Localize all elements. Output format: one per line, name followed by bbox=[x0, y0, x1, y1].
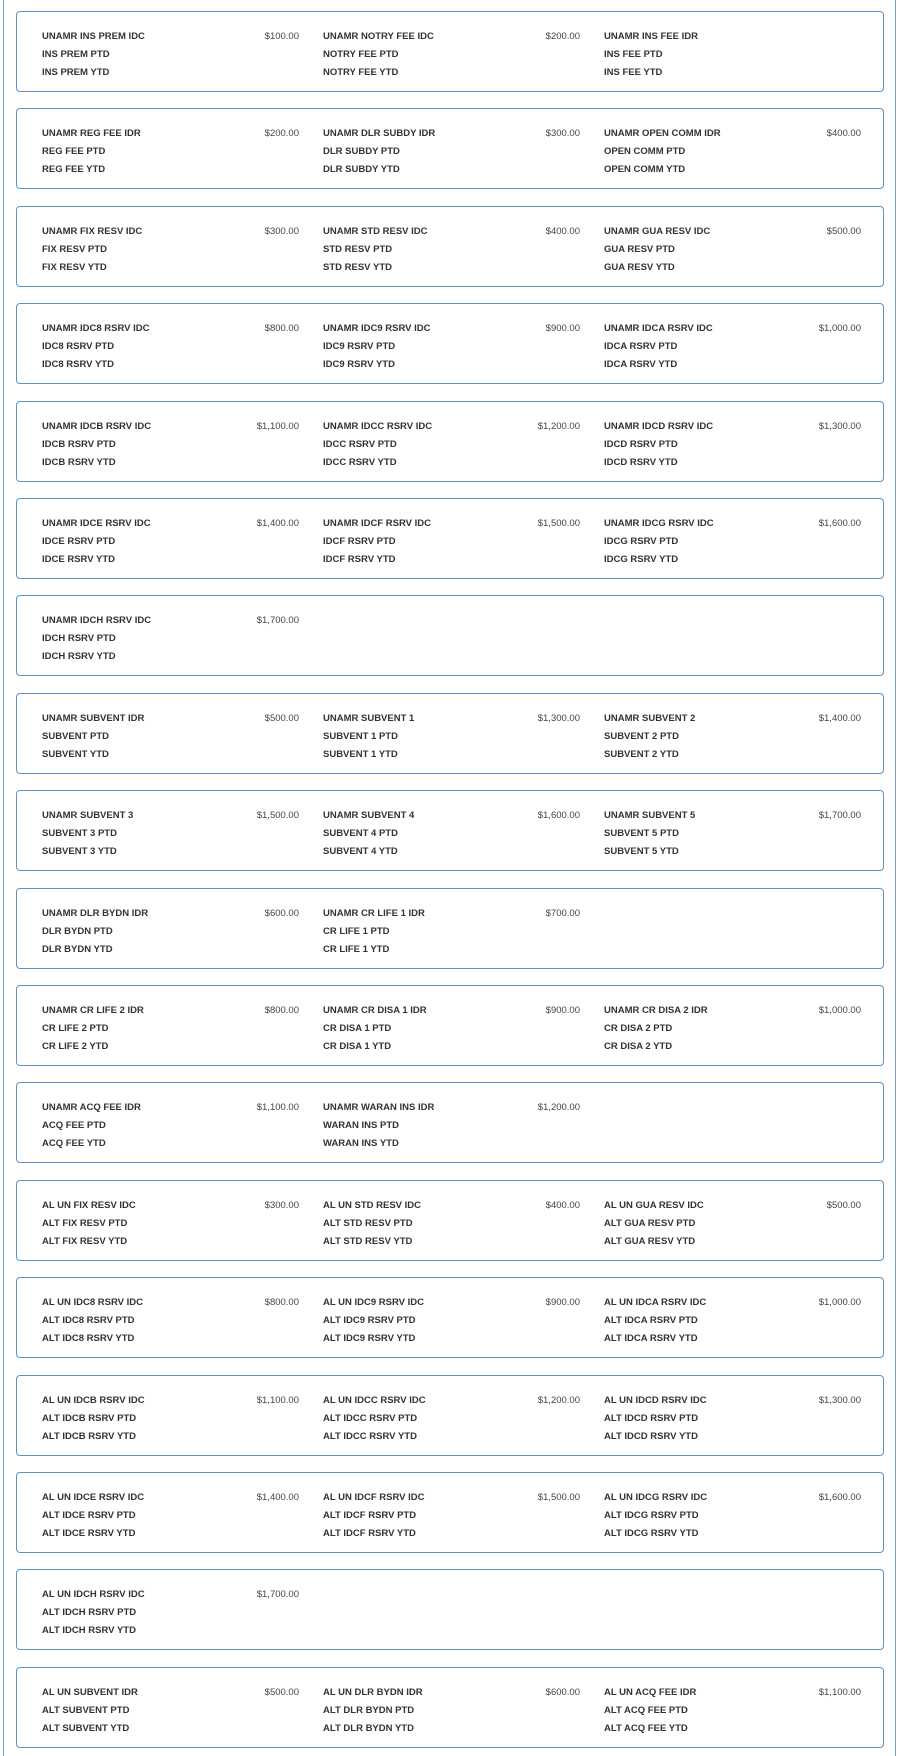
ptd-label: IDC9 RSRV PTD bbox=[323, 341, 396, 352]
field-label: UNAMR FIX RESV IDC bbox=[42, 226, 143, 237]
field-column bbox=[323, 1083, 588, 1162]
field-column bbox=[323, 1181, 588, 1260]
field-group bbox=[16, 985, 884, 1066]
field-amount: $300.00 bbox=[264, 1200, 299, 1211]
field-label: UNAMR IDC8 RSRV IDC bbox=[42, 323, 150, 334]
field-column bbox=[604, 1473, 869, 1552]
ptd-label: ALT IDCA RSRV PTD bbox=[604, 1315, 698, 1326]
ytd-label: CR DISA 2 YTD bbox=[604, 1041, 673, 1052]
ptd-label: ALT STD RESV PTD bbox=[323, 1218, 413, 1229]
ytd-label: ALT IDCF RSRV YTD bbox=[323, 1528, 416, 1539]
ptd-label: SUBVENT 4 PTD bbox=[323, 828, 398, 839]
field-amount: $1,300.00 bbox=[818, 421, 861, 432]
field-label: AL UN ACQ FEE IDR bbox=[604, 1687, 697, 1698]
field-amount: $1,100.00 bbox=[256, 421, 299, 432]
ytd-label: OPEN COMM YTD bbox=[604, 164, 686, 175]
field-column bbox=[42, 1570, 307, 1649]
field-column bbox=[42, 12, 307, 91]
ptd-label: IDCH RSRV PTD bbox=[42, 633, 116, 644]
field-column bbox=[42, 402, 307, 481]
field-column bbox=[42, 986, 307, 1065]
ytd-label: ALT IDCG RSRV YTD bbox=[604, 1528, 699, 1539]
field-label: AL UN IDCE RSRV IDC bbox=[42, 1492, 145, 1503]
field-amount: $500.00 bbox=[264, 1687, 299, 1698]
field-column bbox=[323, 1668, 588, 1747]
ptd-label: ALT IDCF RSRV PTD bbox=[323, 1510, 417, 1521]
ytd-label: CR DISA 1 YTD bbox=[323, 1041, 392, 1052]
field-label: AL UN FIX RESV IDC bbox=[42, 1200, 136, 1211]
ptd-label: ALT IDCH RSRV PTD bbox=[42, 1607, 137, 1618]
ptd-label: ALT IDCC RSRV PTD bbox=[323, 1413, 418, 1424]
field-amount: $1,600.00 bbox=[537, 810, 580, 821]
field-label: UNAMR GUA RESV IDC bbox=[604, 226, 711, 237]
field-label: AL UN GUA RESV IDC bbox=[604, 1200, 704, 1211]
ytd-label: CR LIFE 1 YTD bbox=[323, 944, 390, 955]
field-amount: $1,200.00 bbox=[537, 1102, 580, 1113]
field-column bbox=[323, 12, 588, 91]
field-label: AL UN IDCA RSRV IDC bbox=[604, 1297, 707, 1308]
field-label: UNAMR CR DISA 1 IDR bbox=[323, 1005, 427, 1016]
field-amount: $1,400.00 bbox=[818, 713, 861, 724]
field-column bbox=[604, 1668, 869, 1747]
field-column bbox=[323, 986, 588, 1065]
ptd-label: ALT SUBVENT PTD bbox=[42, 1705, 130, 1716]
field-column bbox=[323, 207, 588, 286]
field-label: AL UN SUBVENT IDR bbox=[42, 1687, 138, 1698]
ptd-label: SUBVENT 5 PTD bbox=[604, 828, 679, 839]
field-amount: $1,100.00 bbox=[256, 1395, 299, 1406]
field-amount: $400.00 bbox=[545, 1200, 580, 1211]
ptd-label: IDCD RSRV PTD bbox=[604, 439, 678, 450]
field-column bbox=[604, 791, 869, 870]
ytd-label: INS PREM YTD bbox=[42, 67, 110, 78]
ytd-label: SUBVENT 2 YTD bbox=[604, 749, 679, 760]
ptd-label: SUBVENT 2 PTD bbox=[604, 731, 679, 742]
field-group bbox=[16, 1667, 884, 1748]
field-amount: $1,600.00 bbox=[818, 1492, 861, 1503]
field-amount: $500.00 bbox=[264, 713, 299, 724]
field-label: UNAMR IDCC RSRV IDC bbox=[323, 421, 433, 432]
field-group bbox=[16, 498, 884, 579]
field-label: UNAMR IDCE RSRV IDC bbox=[42, 518, 151, 529]
ytd-label: SUBVENT 1 YTD bbox=[323, 749, 398, 760]
field-amount: $300.00 bbox=[264, 226, 299, 237]
ytd-label: ALT IDCA RSRV YTD bbox=[604, 1333, 698, 1344]
ytd-label: ALT STD RESV YTD bbox=[323, 1236, 413, 1247]
field-column bbox=[604, 109, 869, 188]
ytd-label: ALT IDCH RSRV YTD bbox=[42, 1625, 136, 1636]
field-label: AL UN IDC9 RSRV IDC bbox=[323, 1297, 424, 1308]
field-column bbox=[42, 791, 307, 870]
ptd-label: IDCB RSRV PTD bbox=[42, 439, 116, 450]
ytd-label: REG FEE YTD bbox=[42, 164, 106, 175]
ytd-label: GUA RESV YTD bbox=[604, 262, 675, 273]
ytd-label: ALT IDCE RSRV YTD bbox=[42, 1528, 136, 1539]
field-column bbox=[323, 304, 588, 383]
ytd-label: IDCG RSRV YTD bbox=[604, 554, 679, 565]
field-column bbox=[604, 1181, 869, 1260]
field-group bbox=[16, 1472, 884, 1553]
ptd-label: CR DISA 1 PTD bbox=[323, 1023, 392, 1034]
field-label: AL UN IDCG RSRV IDC bbox=[604, 1492, 708, 1503]
field-amount: $600.00 bbox=[264, 908, 299, 919]
field-label: UNAMR ACQ FEE IDR bbox=[42, 1102, 141, 1113]
field-column bbox=[42, 1083, 307, 1162]
ytd-label: ALT ACQ FEE YTD bbox=[604, 1723, 688, 1734]
field-amount: $1,300.00 bbox=[818, 1395, 861, 1406]
field-column bbox=[323, 1278, 588, 1357]
field-label: UNAMR SUBVENT IDR bbox=[42, 713, 145, 724]
field-column bbox=[604, 304, 869, 383]
field-column bbox=[42, 499, 307, 578]
field-amount: $900.00 bbox=[545, 323, 580, 334]
field-column bbox=[604, 694, 869, 773]
field-amount: $600.00 bbox=[545, 1687, 580, 1698]
field-column bbox=[42, 694, 307, 773]
ytd-label: ALT IDC9 RSRV YTD bbox=[323, 1333, 416, 1344]
ptd-label: IDC8 RSRV PTD bbox=[42, 341, 115, 352]
ytd-label: INS FEE YTD bbox=[604, 67, 663, 78]
field-column bbox=[42, 1181, 307, 1260]
ptd-label: ALT IDC9 RSRV PTD bbox=[323, 1315, 416, 1326]
ptd-label: IDCA RSRV PTD bbox=[604, 341, 678, 352]
ptd-label: ALT FIX RESV PTD bbox=[42, 1218, 128, 1229]
field-amount: $1,100.00 bbox=[818, 1687, 861, 1698]
field-group bbox=[16, 1082, 884, 1163]
field-label: UNAMR IDCF RSRV IDC bbox=[323, 518, 432, 529]
field-label: UNAMR WARAN INS IDR bbox=[323, 1102, 435, 1113]
ytd-label: SUBVENT 5 YTD bbox=[604, 846, 679, 857]
ptd-label: ALT IDCB RSRV PTD bbox=[42, 1413, 137, 1424]
ytd-label: WARAN INS YTD bbox=[323, 1138, 399, 1149]
field-amount: $1,700.00 bbox=[256, 1589, 299, 1600]
field-label: UNAMR OPEN COMM IDR bbox=[604, 128, 721, 139]
field-label: UNAMR INS FEE IDR bbox=[604, 31, 698, 42]
field-column bbox=[42, 1376, 307, 1455]
fields-panel bbox=[3, 0, 896, 1756]
field-amount: $1,400.00 bbox=[256, 1492, 299, 1503]
ptd-label: ALT GUA RESV PTD bbox=[604, 1218, 696, 1229]
field-label: UNAMR CR LIFE 1 IDR bbox=[323, 908, 425, 919]
field-column bbox=[323, 499, 588, 578]
field-amount: $1,200.00 bbox=[537, 1395, 580, 1406]
field-column bbox=[42, 596, 307, 675]
field-group bbox=[16, 1180, 884, 1261]
field-group bbox=[16, 693, 884, 774]
ytd-label: NOTRY FEE YTD bbox=[323, 67, 399, 78]
field-amount: $800.00 bbox=[264, 323, 299, 334]
ptd-label: CR DISA 2 PTD bbox=[604, 1023, 673, 1034]
field-column bbox=[323, 402, 588, 481]
ptd-label: OPEN COMM PTD bbox=[604, 146, 686, 157]
ptd-label: WARAN INS PTD bbox=[323, 1120, 399, 1131]
field-amount: $900.00 bbox=[545, 1297, 580, 1308]
field-amount: $800.00 bbox=[264, 1297, 299, 1308]
ptd-label: FIX RESV PTD bbox=[42, 244, 107, 255]
field-column bbox=[323, 1376, 588, 1455]
ytd-label: ACQ FEE YTD bbox=[42, 1138, 106, 1149]
ytd-label: ALT IDCD RSRV YTD bbox=[604, 1431, 698, 1442]
field-label: AL UN IDCB RSRV IDC bbox=[42, 1395, 145, 1406]
field-amount: $300.00 bbox=[545, 128, 580, 139]
ptd-label: SUBVENT PTD bbox=[42, 731, 110, 742]
ytd-label: ALT SUBVENT YTD bbox=[42, 1723, 130, 1734]
field-amount: $500.00 bbox=[826, 1200, 861, 1211]
ytd-label: SUBVENT 4 YTD bbox=[323, 846, 398, 857]
field-group bbox=[16, 11, 884, 92]
ptd-label: IDCF RSRV PTD bbox=[323, 536, 396, 547]
field-amount: $700.00 bbox=[545, 908, 580, 919]
ytd-label: IDC9 RSRV YTD bbox=[323, 359, 395, 370]
field-group bbox=[16, 206, 884, 287]
field-label: UNAMR CR LIFE 2 IDR bbox=[42, 1005, 144, 1016]
field-amount: $1,300.00 bbox=[537, 713, 580, 724]
ytd-label: IDCE RSRV YTD bbox=[42, 554, 116, 565]
field-column bbox=[323, 694, 588, 773]
ptd-label: GUA RESV PTD bbox=[604, 244, 675, 255]
field-column bbox=[604, 499, 869, 578]
field-amount: $400.00 bbox=[826, 128, 861, 139]
ytd-label: FIX RESV YTD bbox=[42, 262, 107, 273]
field-column bbox=[42, 1278, 307, 1357]
field-label: UNAMR SUBVENT 5 bbox=[604, 810, 696, 821]
field-label: UNAMR IDCG RSRV IDC bbox=[604, 518, 714, 529]
field-label: UNAMR SUBVENT 2 bbox=[604, 713, 696, 724]
ytd-label: IDCB RSRV YTD bbox=[42, 457, 116, 468]
field-label: AL UN IDCD RSRV IDC bbox=[604, 1395, 707, 1406]
field-group bbox=[16, 1277, 884, 1358]
field-label: UNAMR SUBVENT 4 bbox=[323, 810, 415, 821]
field-amount: $1,600.00 bbox=[818, 518, 861, 529]
ptd-label: STD RESV PTD bbox=[323, 244, 393, 255]
ytd-label: IDCH RSRV YTD bbox=[42, 651, 116, 662]
field-column bbox=[42, 207, 307, 286]
field-group bbox=[16, 1569, 884, 1650]
field-column bbox=[604, 12, 869, 91]
ptd-label: ALT IDCG RSRV PTD bbox=[604, 1510, 699, 1521]
field-amount: $400.00 bbox=[545, 226, 580, 237]
field-label: UNAMR IDCA RSRV IDC bbox=[604, 323, 713, 334]
ptd-label: ALT ACQ FEE PTD bbox=[604, 1705, 688, 1716]
ptd-label: SUBVENT 3 PTD bbox=[42, 828, 117, 839]
ptd-label: ALT DLR BYDN PTD bbox=[323, 1705, 415, 1716]
field-column bbox=[604, 1376, 869, 1455]
ptd-label: INS PREM PTD bbox=[42, 49, 110, 60]
field-group bbox=[16, 108, 884, 189]
ytd-label: SUBVENT YTD bbox=[42, 749, 109, 760]
ptd-label: ACQ FEE PTD bbox=[42, 1120, 106, 1131]
ytd-label: ALT FIX RESV YTD bbox=[42, 1236, 128, 1247]
field-column bbox=[42, 1668, 307, 1747]
ytd-label: ALT DLR BYDN YTD bbox=[323, 1723, 414, 1734]
ptd-label: NOTRY FEE PTD bbox=[323, 49, 399, 60]
field-label: AL UN STD RESV IDC bbox=[323, 1200, 422, 1211]
field-label: UNAMR NOTRY FEE IDC bbox=[323, 31, 434, 42]
field-amount: $1,500.00 bbox=[537, 518, 580, 529]
ytd-label: DLR SUBDY YTD bbox=[323, 164, 400, 175]
field-amount: $1,100.00 bbox=[256, 1102, 299, 1113]
field-group bbox=[16, 1375, 884, 1456]
field-column bbox=[323, 791, 588, 870]
field-label: UNAMR CR DISA 2 IDR bbox=[604, 1005, 708, 1016]
field-label: AL UN IDC8 RSRV IDC bbox=[42, 1297, 143, 1308]
ptd-label: SUBVENT 1 PTD bbox=[323, 731, 398, 742]
field-label: UNAMR DLR BYDN IDR bbox=[42, 908, 149, 919]
ptd-label: ALT IDC8 RSRV PTD bbox=[42, 1315, 135, 1326]
field-column bbox=[42, 109, 307, 188]
field-column bbox=[604, 986, 869, 1065]
ptd-label: DLR BYDN PTD bbox=[42, 926, 113, 937]
ytd-label: STD RESV YTD bbox=[323, 262, 392, 273]
field-group bbox=[16, 790, 884, 871]
field-label: AL UN IDCH RSRV IDC bbox=[42, 1589, 145, 1600]
ptd-label: CR LIFE 2 PTD bbox=[42, 1023, 109, 1034]
ytd-label: ALT IDCB RSRV YTD bbox=[42, 1431, 136, 1442]
ptd-label: ALT IDCD RSRV PTD bbox=[604, 1413, 699, 1424]
field-column bbox=[323, 889, 588, 968]
ytd-label: ALT IDCC RSRV YTD bbox=[323, 1431, 417, 1442]
ytd-label: IDCD RSRV YTD bbox=[604, 457, 678, 468]
field-column bbox=[42, 889, 307, 968]
ptd-label: REG FEE PTD bbox=[42, 146, 106, 157]
field-amount: $1,500.00 bbox=[537, 1492, 580, 1503]
field-column bbox=[42, 304, 307, 383]
field-label: UNAMR SUBVENT 1 bbox=[323, 713, 415, 724]
ptd-label: CR LIFE 1 PTD bbox=[323, 926, 390, 937]
field-label: UNAMR DLR SUBDY IDR bbox=[323, 128, 436, 139]
ytd-label: CR LIFE 2 YTD bbox=[42, 1041, 109, 1052]
ptd-label: ALT IDCE RSRV PTD bbox=[42, 1510, 136, 1521]
ytd-label: SUBVENT 3 YTD bbox=[42, 846, 117, 857]
field-group bbox=[16, 303, 884, 384]
ptd-label: IDCC RSRV PTD bbox=[323, 439, 397, 450]
field-amount: $200.00 bbox=[264, 128, 299, 139]
field-label: UNAMR REG FEE IDR bbox=[42, 128, 141, 139]
field-column bbox=[42, 1473, 307, 1552]
field-group bbox=[16, 888, 884, 969]
field-label: UNAMR STD RESV IDC bbox=[323, 226, 428, 237]
ytd-label: IDCF RSRV YTD bbox=[323, 554, 396, 565]
field-amount: $200.00 bbox=[545, 31, 580, 42]
field-label: UNAMR IDCH RSRV IDC bbox=[42, 615, 152, 626]
ytd-label: ALT GUA RESV YTD bbox=[604, 1236, 696, 1247]
ytd-label: DLR BYDN YTD bbox=[42, 944, 113, 955]
field-amount: $1,500.00 bbox=[256, 810, 299, 821]
field-amount: $100.00 bbox=[264, 31, 299, 42]
field-label: UNAMR SUBVENT 3 bbox=[42, 810, 134, 821]
field-column bbox=[323, 109, 588, 188]
field-amount: $1,700.00 bbox=[256, 615, 299, 626]
field-label: UNAMR INS PREM IDC bbox=[42, 31, 145, 42]
field-amount: $1,000.00 bbox=[818, 323, 861, 334]
field-amount: $1,400.00 bbox=[256, 518, 299, 529]
field-label: UNAMR IDC9 RSRV IDC bbox=[323, 323, 431, 334]
field-amount: $1,200.00 bbox=[537, 421, 580, 432]
field-amount: $1,000.00 bbox=[818, 1005, 861, 1016]
field-group bbox=[16, 595, 884, 676]
field-label: AL UN IDCF RSRV IDC bbox=[323, 1492, 425, 1503]
field-label: UNAMR IDCD RSRV IDC bbox=[604, 421, 714, 432]
ptd-label: IDCG RSRV PTD bbox=[604, 536, 679, 547]
field-group bbox=[16, 401, 884, 482]
ytd-label: IDCA RSRV YTD bbox=[604, 359, 678, 370]
field-amount: $1,700.00 bbox=[818, 810, 861, 821]
field-amount: $800.00 bbox=[264, 1005, 299, 1016]
field-amount: $900.00 bbox=[545, 1005, 580, 1016]
ptd-label: INS FEE PTD bbox=[604, 49, 663, 60]
ytd-label: IDC8 RSRV YTD bbox=[42, 359, 114, 370]
field-label: UNAMR IDCB RSRV IDC bbox=[42, 421, 152, 432]
field-amount: $500.00 bbox=[826, 226, 861, 237]
ytd-label: IDCC RSRV YTD bbox=[323, 457, 397, 468]
field-label: AL UN IDCC RSRV IDC bbox=[323, 1395, 426, 1406]
ytd-label: ALT IDC8 RSRV YTD bbox=[42, 1333, 135, 1344]
field-label: AL UN DLR BYDN IDR bbox=[323, 1687, 423, 1698]
field-column bbox=[323, 1473, 588, 1552]
field-amount: $1,000.00 bbox=[818, 1297, 861, 1308]
field-column bbox=[604, 402, 869, 481]
ptd-label: IDCE RSRV PTD bbox=[42, 536, 116, 547]
field-column bbox=[604, 1278, 869, 1357]
field-column bbox=[604, 207, 869, 286]
ptd-label: DLR SUBDY PTD bbox=[323, 146, 400, 157]
